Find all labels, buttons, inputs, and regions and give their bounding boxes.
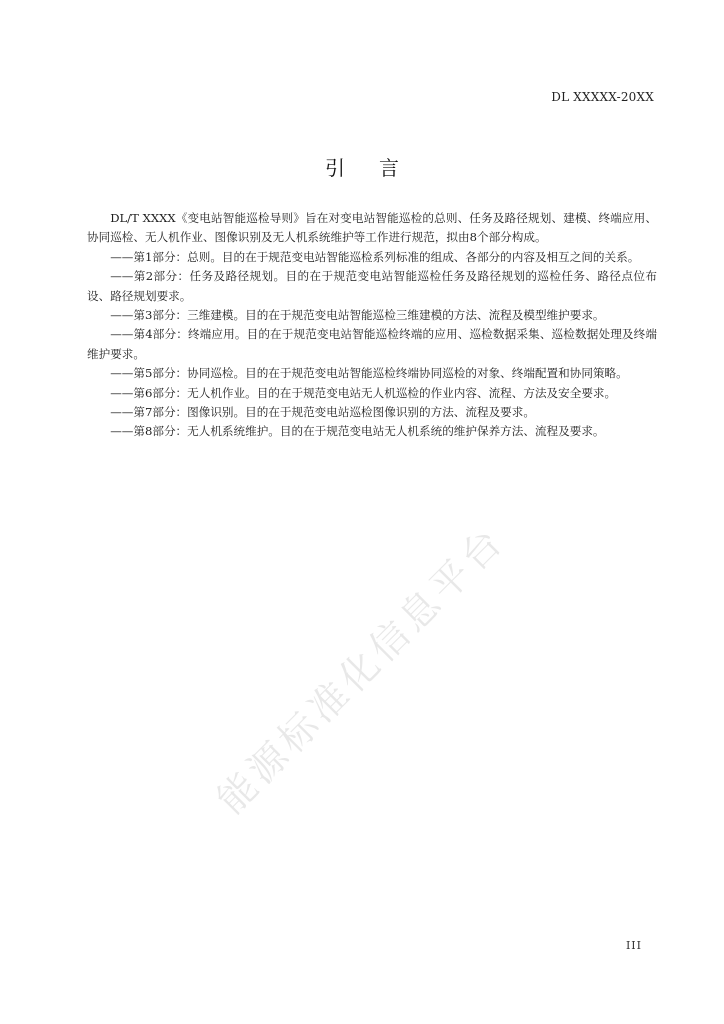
part-7-paragraph: ——第7部分：图像识别。目的在于规范变电站巡检图像识别的方法、流程及要求。 bbox=[110, 405, 535, 420]
document-body bbox=[87, 209, 657, 442]
part-5-paragraph: ——第5部分：协同巡检。目的在于规范变电站智能巡检终端协同巡检的对象、终端配置和协同策略。 bbox=[110, 366, 628, 381]
page-title: 引言 bbox=[325, 156, 433, 180]
page-number: III bbox=[625, 939, 642, 952]
part-1-paragraph: ——第1部分：总则。目的在于规范变电站智能巡检系列标准的组成、各部分的内容及相互之间的关系。 bbox=[110, 249, 640, 264]
watermark: 能源标准化信息平台 bbox=[208, 517, 514, 823]
part-6-paragraph: ——第6部分：无人机作业。目的在于规范变电站无人机巡检的作业内容、流程、方法及安全要求。 bbox=[110, 385, 617, 400]
intro-paragraph: DL/T XXXX《变电站智能巡检导则》旨在对变电站智能巡检的总则、任务及路径规划、建模、终端应用、协同巡检、无人机作业、图像识别及无人机系统维护等工作进行规范，拟由8个部分构成。 bbox=[87, 211, 657, 245]
part-4-paragraph: ——第4部分：终端应用。目的在于规范变电站智能巡检终端的应用、巡检数据采集、巡检数据处理及终端维护要求。 bbox=[87, 327, 657, 361]
document-code: DL XXXXX-20XX bbox=[551, 90, 654, 104]
part-3-paragraph: ——第3部分：三维建模。目的在于规范变电站智能巡检三维建模的方法、流程及模型维护要求。 bbox=[110, 308, 605, 323]
part-8-paragraph: ——第8部分：无人机系统维护。目的在于规范变电站无人机系统的维护保养方法、流程及要求。 bbox=[110, 424, 605, 439]
part-2-paragraph: ——第2部分：任务及路径规划。目的在于规范变电站智能巡检任务及路径规划的巡检任务、路径点位布设、路径规划要求。 bbox=[87, 269, 657, 303]
